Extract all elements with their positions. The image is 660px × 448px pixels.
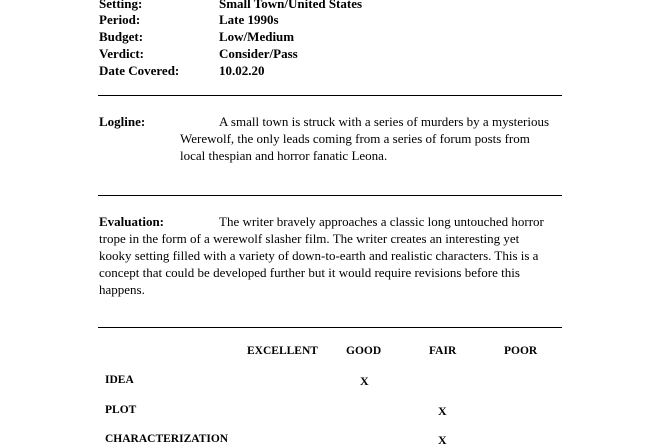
evaluation-text: trope in the form of a werewolf slasher film. The writer creates an interesting yet	[99, 231, 520, 246]
rating-mark-characterization: X	[438, 433, 447, 447]
field-label: Verdict:	[99, 46, 145, 61]
logline-label: Logline:	[99, 114, 146, 129]
logline-text: A small town is struck with a series of murders by a mysterious	[219, 114, 550, 129]
field-label: Budget:	[99, 29, 144, 44]
field-value: Late 1990s	[219, 12, 279, 27]
rating-mark-idea: X	[360, 374, 369, 388]
evaluation-text: The writer bravely approaches a classic long untouched horror	[219, 214, 544, 229]
column-header-excellent: EXCELLENT	[247, 345, 318, 357]
column-header-poor: POOR	[504, 345, 538, 357]
rating-row-label-idea: IDEA	[105, 374, 134, 386]
evaluation-text: happens.	[99, 282, 145, 297]
field-value: 10.02.20	[219, 63, 265, 78]
logline-text: local thespian and horror fanatic Leona.	[180, 148, 388, 163]
evaluation-section	[99, 214, 563, 299]
field-value: Small Town/United States	[219, 0, 363, 11]
field-label: Period:	[99, 12, 141, 27]
field-value: Consider/Pass	[219, 46, 298, 61]
evaluation-text: kooky setting filled with a variety of down-to-earth and realistic characters. This is a	[99, 248, 539, 263]
field-label: Date Covered:	[99, 63, 180, 78]
evaluation-label: Evaluation:	[99, 214, 165, 229]
field-value: Low/Medium	[219, 29, 295, 44]
logline-section	[99, 114, 563, 165]
evaluation-text: concept that could be developed further but it would require revisions before this	[99, 265, 520, 280]
logline-text: Werewolf, the only leads coming from a series of forum posts from	[180, 131, 530, 146]
divider	[98, 95, 562, 96]
column-header-good: GOOD	[346, 345, 382, 357]
divider	[98, 195, 562, 196]
divider	[98, 327, 562, 328]
rating-mark-plot: X	[438, 404, 447, 418]
column-header-fair: FAIR	[429, 345, 457, 357]
rating-row-label-plot: PLOT	[105, 404, 137, 416]
rating-row-label-characterization: CHARACTERIZATION	[105, 433, 229, 445]
field-label: Setting:	[99, 0, 143, 11]
